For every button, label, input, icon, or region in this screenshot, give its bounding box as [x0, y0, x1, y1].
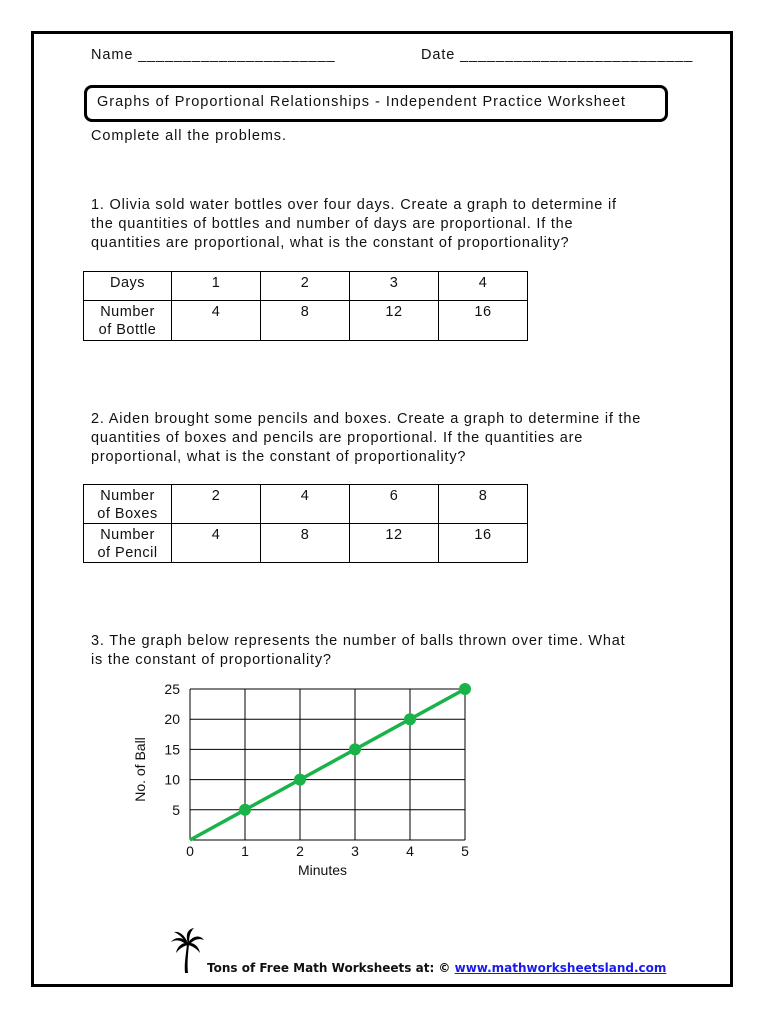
data-point	[294, 774, 306, 786]
row-header: Days	[84, 272, 172, 301]
row-header: Number of Boxes	[84, 485, 172, 524]
table-cell: 8	[261, 301, 350, 341]
y-tick-label: 15	[164, 741, 180, 758]
table-cell: 4	[172, 524, 261, 563]
y-tick-label: 25	[164, 681, 180, 697]
name-field: Name ______________________	[91, 47, 336, 63]
data-point	[459, 683, 471, 695]
table-cell: 12	[350, 301, 439, 341]
data-point	[404, 713, 416, 725]
x-axis-label: Minutes	[297, 862, 348, 878]
data-point	[239, 804, 251, 816]
table-cell: 4	[172, 301, 261, 341]
y-tick-label: 10	[164, 771, 180, 788]
data-series	[190, 683, 471, 840]
data-point	[349, 743, 361, 755]
table-cell: 12	[350, 524, 439, 563]
table-cell: 8	[261, 524, 350, 563]
x-tick-label: 3	[351, 843, 359, 859]
footer-text: Tons of Free Math Worksheets at: ©	[207, 961, 455, 975]
x-tick-labels	[186, 843, 469, 859]
series-line	[190, 689, 465, 840]
table-row	[84, 301, 528, 341]
row-header: Number of Bottle	[84, 301, 172, 341]
table-cell: 2	[172, 485, 261, 524]
instructions: Complete all the problems.	[91, 128, 287, 144]
problem-1-table	[83, 271, 528, 341]
problem-2-table	[83, 484, 528, 563]
palm-tree-icon	[170, 928, 204, 974]
table-cell: 1	[172, 272, 261, 301]
y-tick-label: 20	[164, 711, 180, 728]
table-row	[84, 485, 528, 524]
worksheet-title: Graphs of Proportional Relationships - Independent Practice Worksheet	[84, 85, 668, 122]
x-tick-label: 1	[241, 843, 249, 859]
table-cell: 16	[439, 301, 528, 341]
table-cell: 2	[261, 272, 350, 301]
row-header: Number of Pencil	[84, 524, 172, 563]
y-tick-labels	[164, 681, 180, 818]
date-field: Date __________________________	[421, 47, 694, 63]
table-row	[84, 524, 528, 563]
x-tick-label: 2	[296, 843, 304, 859]
table-cell: 8	[439, 485, 528, 524]
x-tick-label: 4	[406, 843, 414, 859]
problem-1-text: 1. Olivia sold water bottles over four days. Create a graph to determine if the quantities of bottles and number of days are proportional. If the quantities are proportional, what is the constant of proportionality?	[91, 197, 617, 251]
balls-over-time-chart	[120, 675, 490, 885]
footer-link[interactable]: www.mathworksheetsland.com	[454, 961, 667, 975]
problem-3-text: 3. The graph below represents the number of balls thrown over time. What is the constant of proportionality?	[91, 633, 626, 668]
footer	[207, 961, 666, 975]
table-row	[84, 272, 528, 301]
x-tick-label: 0	[186, 843, 194, 859]
table-cell: 16	[439, 524, 528, 563]
problem-2-text: 2. Aiden brought some pencils and boxes. Create a graph to determine if the quantities of boxes and pencils are proportional. If the quantities are proportional, what is the constant of proportionality?	[91, 411, 642, 465]
x-tick-label: 5	[461, 843, 469, 859]
y-tick-label: 5	[172, 801, 180, 818]
table-cell: 4	[261, 485, 350, 524]
y-axis-label: No. of Ball	[132, 737, 148, 802]
table-cell: 6	[350, 485, 439, 524]
table-cell: 4	[439, 272, 528, 301]
table-cell: 3	[350, 272, 439, 301]
